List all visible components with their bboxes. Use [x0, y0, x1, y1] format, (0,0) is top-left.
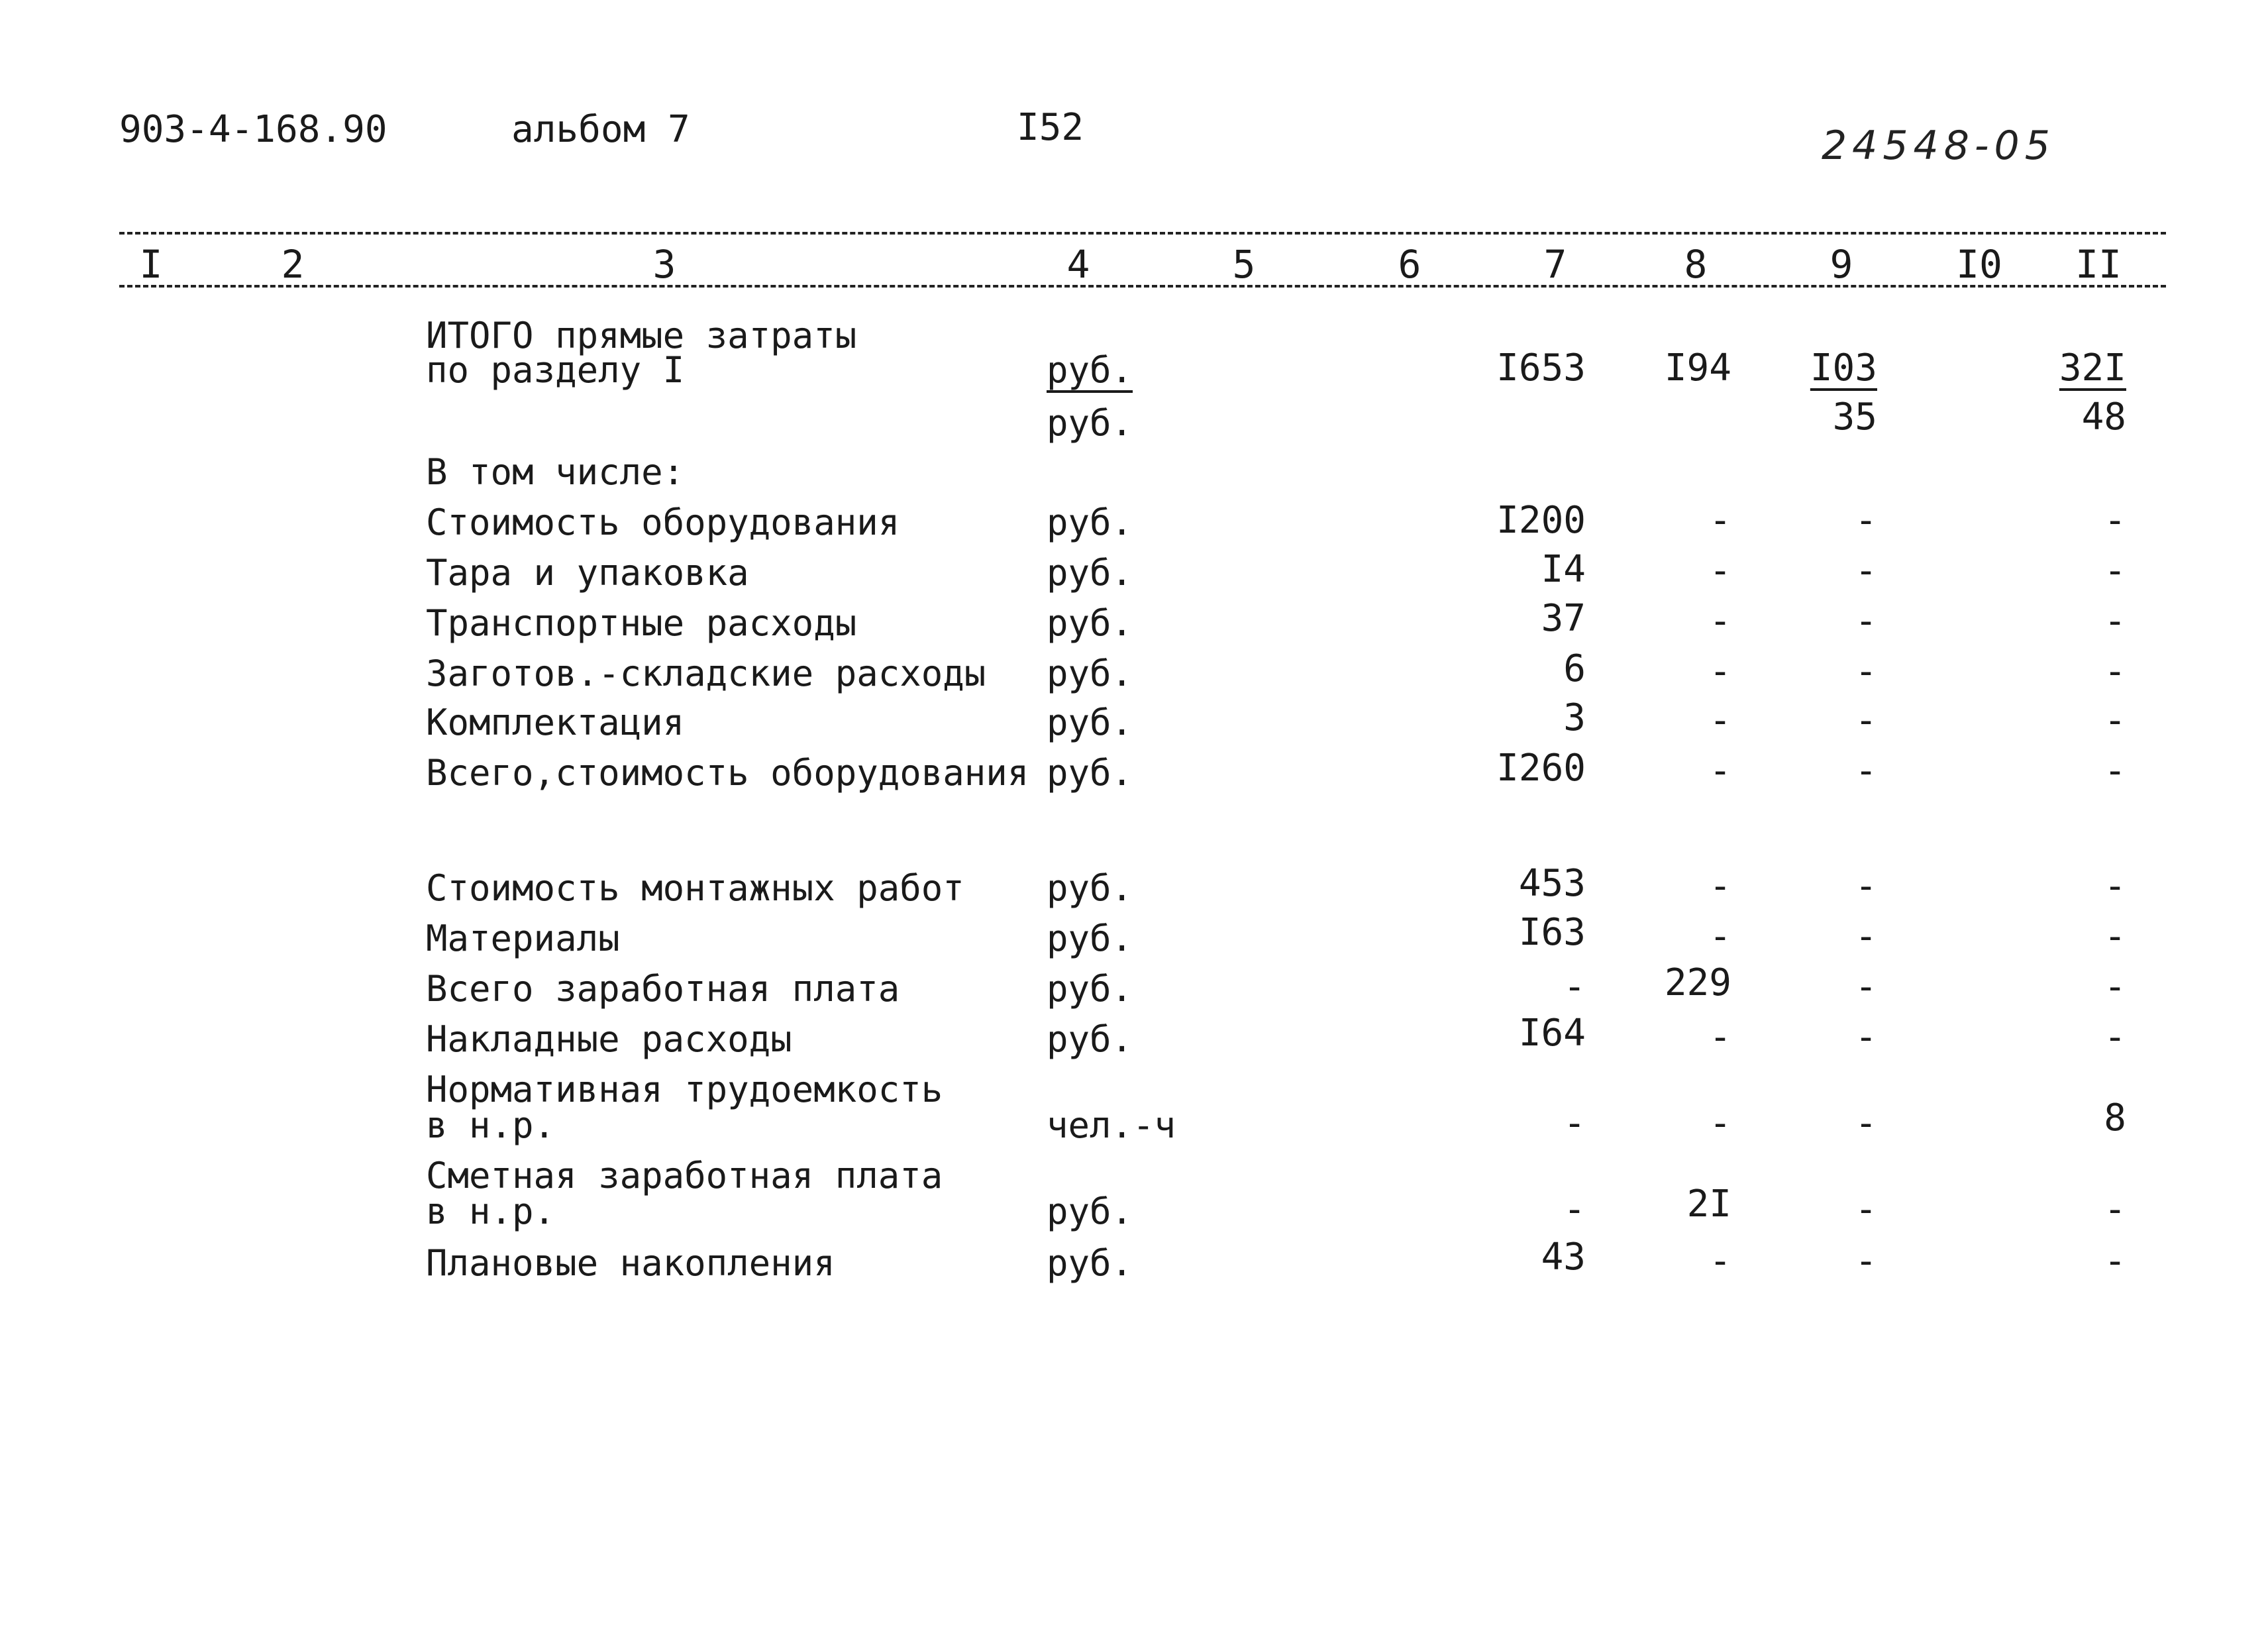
row-unit: руб. — [1047, 502, 1133, 543]
row-col9: - — [1855, 600, 1877, 643]
document-code: 903-4-168.90 — [119, 108, 387, 151]
row-col9: - — [1855, 1188, 1877, 1231]
row-name-line2: в н.р. — [426, 1104, 556, 1146]
row-col9: - — [1855, 865, 1877, 908]
row-unit: руб. — [1047, 653, 1133, 694]
column-header-8: 8 — [1684, 242, 1708, 287]
row-col9: - — [1855, 915, 1877, 958]
row-unit: руб. — [1047, 1018, 1133, 1060]
row-name: Тара и упаковка — [426, 552, 749, 594]
row-col9: - — [1855, 1016, 1877, 1059]
column-header-11: II — [2075, 242, 2122, 287]
row-col11: 8 — [2104, 1096, 2126, 1140]
row-name: Всего,стоимость оборудования — [426, 752, 1029, 794]
column-header-bottom-rule — [119, 285, 2166, 288]
row-col7: I260 — [1496, 747, 1586, 790]
row-col8: - — [1709, 749, 1731, 792]
row-col7: 3 — [1563, 696, 1586, 739]
column-header-5: 5 — [1232, 242, 1256, 287]
row-col7: 43 — [1541, 1236, 1586, 1279]
total-col7: I653 — [1496, 346, 1586, 390]
row-col9: - — [1855, 1240, 1877, 1283]
row-name: Заготов.-складские расходы — [426, 653, 986, 694]
row-col11: - — [2104, 1016, 2126, 1059]
row-col8: - — [1709, 865, 1731, 908]
row-col8: - — [1709, 1016, 1731, 1059]
row-unit: руб. — [1047, 702, 1133, 743]
row-unit: руб. — [1047, 918, 1133, 959]
row-col8: - — [1709, 1102, 1731, 1145]
row-col11: - — [2104, 749, 2126, 792]
total-name-line1: ИТОГО прямые затраты — [426, 315, 857, 356]
row-col11: - — [2104, 1240, 2126, 1283]
row-col7: 6 — [1563, 647, 1586, 690]
row-unit: руб. — [1047, 1242, 1133, 1284]
row-col7: 453 — [1518, 862, 1586, 905]
row-col7: I4 — [1541, 548, 1586, 591]
total-col11-bottom: 48 — [2081, 396, 2126, 439]
row-name-line1: Нормативная трудоемкость — [426, 1069, 943, 1110]
row-col9: - — [1855, 1102, 1877, 1145]
row-unit: руб. — [1047, 602, 1133, 644]
row-col7: - — [1563, 1102, 1586, 1145]
row-name-line2: в н.р. — [426, 1191, 556, 1232]
row-col8: - — [1709, 699, 1731, 742]
row-col9: - — [1855, 549, 1877, 592]
row-col9: - — [1855, 499, 1877, 542]
column-header-top-rule — [119, 232, 2166, 235]
column-header-10: I0 — [1956, 242, 2002, 287]
row-col9: - — [1855, 699, 1877, 742]
row-col11: - — [2104, 865, 2126, 908]
total-col9-bottom: 35 — [1832, 396, 1877, 439]
row-col11: - — [2104, 650, 2126, 693]
column-header-9: 9 — [1830, 242, 1853, 287]
row-unit: руб. — [1047, 867, 1133, 909]
row-name: Плановые накопления — [426, 1242, 835, 1284]
row-col11: - — [2104, 699, 2126, 742]
page-number: I52 — [1017, 106, 1084, 149]
row-col7: I64 — [1518, 1012, 1586, 1055]
including-label: В том числе: — [426, 451, 685, 493]
row-unit: руб. — [1047, 1191, 1133, 1232]
row-col8: - — [1709, 549, 1731, 592]
total-unit: руб. — [1047, 349, 1133, 391]
row-name: Материалы — [426, 918, 620, 959]
total-col8: I94 — [1664, 346, 1731, 390]
handwritten-stamp: 24548-05 — [1822, 123, 2055, 169]
row-col9: - — [1855, 650, 1877, 693]
row-unit: руб. — [1047, 752, 1133, 794]
total-name-line2: по разделу I — [426, 349, 685, 391]
row-col11: - — [2104, 965, 2126, 1008]
column-header-1: I — [139, 242, 163, 287]
row-name: Стоимость оборудования — [426, 502, 900, 543]
row-unit: руб. — [1047, 968, 1133, 1010]
row-unit: руб. — [1047, 552, 1133, 594]
row-col7: I63 — [1518, 911, 1586, 954]
album-label: альбом 7 — [511, 108, 690, 151]
row-col9: - — [1855, 965, 1877, 1008]
row-name: Транспортные расходы — [426, 602, 857, 644]
row-name: Комплектация — [426, 702, 685, 743]
row-col8: - — [1709, 650, 1731, 693]
total-col9-top: I03 — [1810, 346, 1877, 390]
column-header-4: 4 — [1066, 242, 1090, 287]
row-col8: 229 — [1664, 961, 1731, 1004]
row-col7: 37 — [1541, 597, 1586, 640]
row-col9: - — [1855, 749, 1877, 792]
row-col7: I200 — [1496, 499, 1586, 542]
row-col8: - — [1709, 600, 1731, 643]
row-name: Накладные расходы — [426, 1018, 792, 1060]
row-col11: - — [2104, 600, 2126, 643]
row-col7: - — [1563, 965, 1586, 1008]
row-col8: - — [1709, 499, 1731, 542]
column-header-7: 7 — [1543, 242, 1567, 287]
total-col11-top: 32I — [2059, 346, 2126, 390]
column-header-3: 3 — [652, 242, 676, 287]
row-col8: - — [1709, 915, 1731, 958]
column-header-2: 2 — [281, 242, 305, 287]
row-col11: - — [2104, 915, 2126, 958]
row-unit: чел.-ч — [1047, 1104, 1176, 1146]
row-name: Всего заработная плата — [426, 968, 900, 1010]
row-col11: - — [2104, 549, 2126, 592]
row-col7: - — [1563, 1188, 1586, 1231]
row-col11: - — [2104, 1188, 2126, 1231]
row-col8: 2I — [1686, 1183, 1731, 1226]
column-header-6: 6 — [1398, 242, 1421, 287]
row-col8: - — [1709, 1240, 1731, 1283]
row-name-line1: Сметная заработная плата — [426, 1155, 943, 1196]
row-name: Стоимость монтажных работ — [426, 867, 964, 909]
total-unit-2: руб. — [1047, 402, 1133, 444]
row-col11: - — [2104, 499, 2126, 542]
